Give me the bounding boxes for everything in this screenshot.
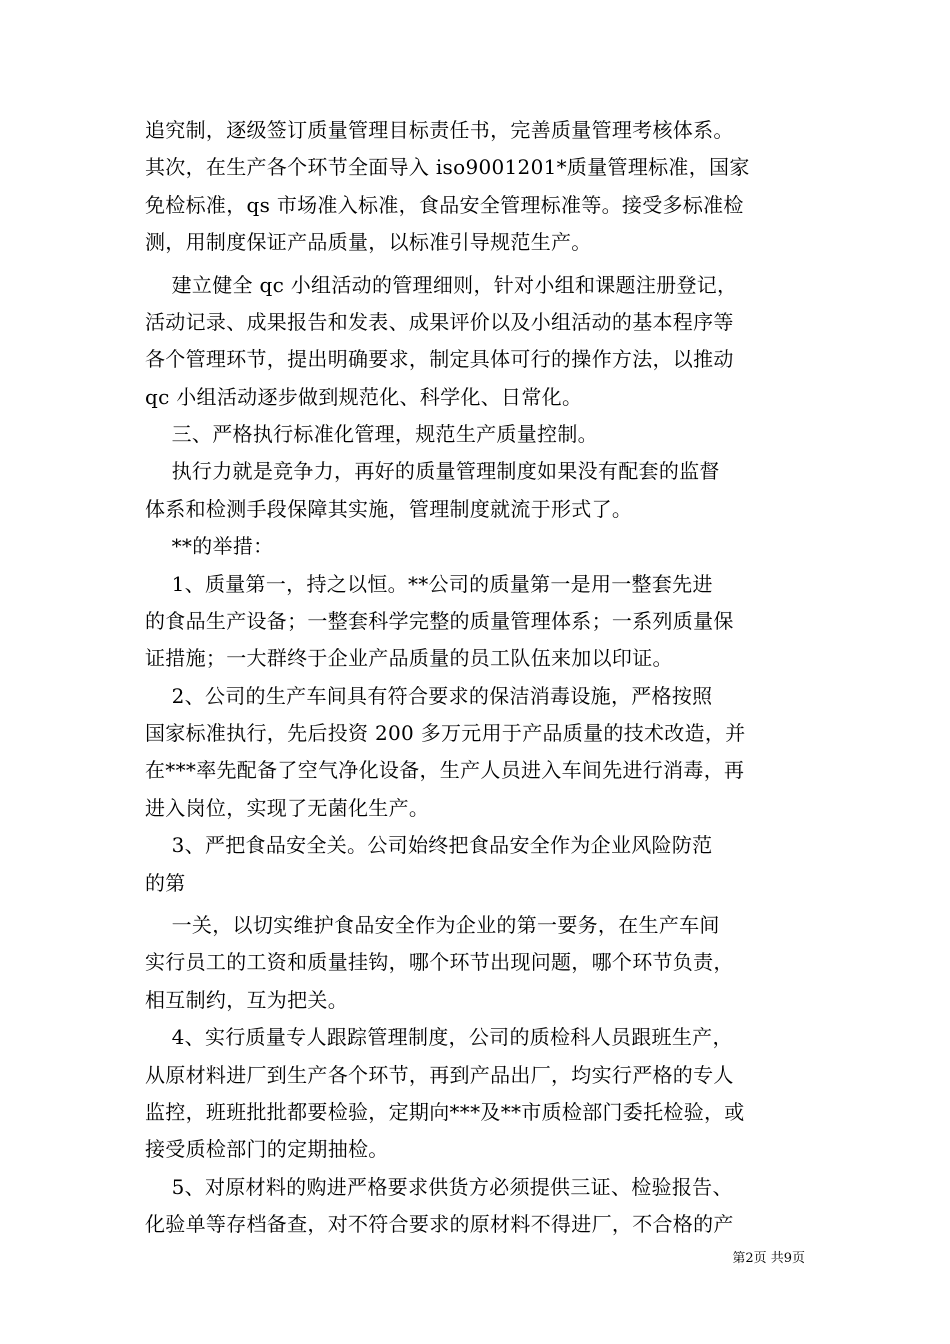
text-line: 执行力就是竞争力，再好的质量管理制度如果没有配套的监督 (145, 459, 720, 483)
text-line: 化验单等存档备查，对不符合要求的原材料不得进厂，不合格的产 (145, 1212, 734, 1236)
text-line: 证措施；一大群终于企业产品质量的员工队伍来加以印证。 (145, 646, 673, 670)
text-line: 建立健全 qc 小组活动的管理细则，针对小组和课题注册登记， (145, 273, 738, 297)
text-line: 1、质量第一，持之以恒。**公司的质量第一是用一整套先进 (145, 572, 713, 596)
text-line: 国家标准执行，先后投资 200 多万元用于产品质量的技术改造，并 (145, 721, 746, 745)
text-line: 追究制，逐级签订质量管理目标责任书，完善质量管理考核体系。 (145, 118, 734, 142)
text-line: 其次，在生产各个环节全面导入 iso9001201*质量管理标准，国家 (145, 155, 750, 179)
text-line: 体系和检测手段保障其实施，管理制度就流于形式了。 (145, 497, 633, 521)
text-line: 接受质检部门的定期抽检。 (145, 1137, 389, 1161)
text-line: 进入岗位，实现了无菌化生产。 (145, 796, 430, 820)
text-line: 免检标准，qs 市场准入标准，食品安全管理标准等。接受多标准检 (145, 193, 744, 217)
text-line: 4、实行质量专人跟踪管理制度，公司的质检科人员跟班生产， (145, 1025, 733, 1049)
text-line: 3、严把食品安全关。公司始终把食品安全作为企业风险防范 (145, 833, 713, 857)
text-line: 测，用制度保证产品质量，以标准引导规范生产。 (145, 230, 592, 254)
section-heading: 三、严格执行标准化管理，规范生产质量控制。 (145, 422, 598, 446)
text-line: **的举措： (145, 534, 274, 558)
page-number-footer: 第2页 共9页 (732, 1251, 805, 1266)
text-line: 监控，班班批批都要检验，定期向***及**市质检部门委托检验，或 (145, 1100, 745, 1124)
text-line: 活动记录、成果报告和发表、成果评价以及小组活动的基本程序等 (145, 310, 734, 334)
text-line: 5、对原材料的购进严格要求供货方必须提供三证、检验报告、 (145, 1175, 733, 1199)
text-line: 的食品生产设备；一整套科学完整的质量管理体系；一系列质量保 (145, 609, 734, 633)
text-line: 在***率先配备了空气净化设备，生产人员进入车间先进行消毒，再 (145, 758, 745, 782)
text-line: qc 小组活动逐步做到规范化、科学化、日常化。 (145, 385, 583, 409)
text-line: 相互制约，互为把关。 (145, 988, 348, 1012)
text-line: 实行员工的工资和质量挂钩，哪个环节出现问题，哪个环节负责， (145, 950, 734, 974)
text-line: 的第 (145, 871, 186, 895)
text-line: 2、公司的生产车间具有符合要求的保洁消毒设施，严格按照 (145, 684, 713, 708)
text-line: 各个管理环节，提出明确要求，制定具体可行的操作方法，以推动 (145, 347, 734, 371)
text-line: 从原材料进厂到生产各个环节，再到产品出厂，均实行严格的专人 (145, 1063, 734, 1087)
text-line: 一关，以切实维护食品安全作为企业的第一要务，在生产车间 (145, 913, 720, 937)
